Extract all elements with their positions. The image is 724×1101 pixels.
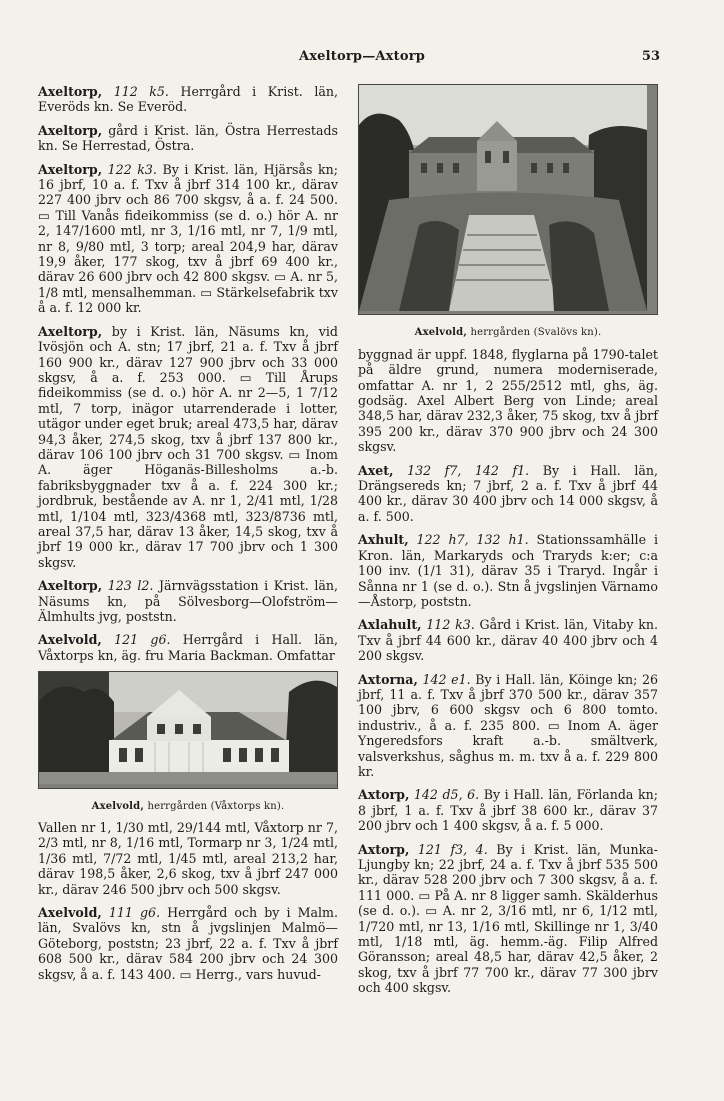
entry-text: Stationssamhälle i Kron. län, Markaryds och Traryds k:er; c:a 100 inv. (1/1 31), därav 35 i Traryd. Ingår i Sånna nr 1 (se d. o.). Stn å jvgslinjen Värnamo—Åstorp, poststn. — [358, 532, 658, 609]
map-reference: 112 k5. — [113, 84, 169, 99]
figure-caption — [358, 325, 658, 340]
entry-headword: Axeltorp, — [38, 122, 103, 138]
manor-svalov-photo — [359, 85, 647, 311]
entry-text: By i Krist. län, Hjärsås kn; 16 jbrf, 10 a. f. Txv å jbrf 314 100 kr., därav 227 400 jbrv och 86 700 skgsv, å a. f. 24 500. ▭ Till Vanås fideikommiss (se d. o.) hör A. nr 2, 147/1600 mtl, nr 3, 1/16 mtl, nr 7, 1/9 mtl, nr 8, 9/80 mtl, 3 torp; areal 204,9 har, därav 19,9 åker, 177 skog, txv å jbrf 69 400 kr., därav 26 600 jbrv och 42 800 skgsv. ▭ A. nr 5, 1/8 mtl, mensalhemman. ▭ Stärkelsefabrik txv å a. f. 12 000 kr. — [38, 161, 338, 316]
gazetteer-entry — [358, 672, 658, 780]
entry-text: By i Hall. län, Drängsereds kn; 7 jbrf, 2 a. f. Txv å jbrf 44 400 kr., därav 30 400 jbrv och 14 000 skgsv, å a. f. 500. — [358, 462, 658, 524]
entry-text: Herrgård i Hall. län, Våxtorps kn, äg. fru Maria Backman. Omfattar — [38, 632, 338, 663]
page-header — [0, 49, 724, 71]
entry-text: Herrgård och by i Malm. län, Svalövs kn, stn å jvgslinjen Malmö—Göteborg, poststn; 23 jbrf, 22 a. f. Txv å jbrf 608 500 kr., därav 584 200 jbrv och 24 300 skgsv, å a. f. 143 400. ▭ Herrg., vars huvud- — [38, 905, 338, 982]
gazetteer-entry — [38, 632, 338, 663]
entry-text: Herrgård i Krist. län, Everöds kn. Se Everöd. — [38, 84, 338, 115]
entry-headword: Axeltorp, — [38, 323, 103, 339]
map-reference: 122 k3. — [107, 161, 157, 177]
gazetteer-entry — [38, 578, 338, 624]
entry-headword: Axtorp, — [358, 787, 410, 803]
gazetteer-entry — [358, 787, 658, 833]
caption-name: Axelvold, — [91, 800, 145, 812]
entry-headword: Axhult, — [358, 532, 409, 548]
gazetteer-entry — [38, 905, 338, 982]
gazetteer-entry — [358, 463, 658, 525]
entry-text: By i Hall. län, Förlanda kn; 8 jbrf, 1 a. f. Txv å jbrf 38 600 kr., därav 37 200 jbrv och 1 400 skgsv, å a. f. 5 000. — [358, 787, 658, 834]
entry-headword: Axeltorp, — [38, 578, 103, 594]
entry-headword: Axelvold, — [38, 905, 102, 921]
left-column — [38, 84, 338, 990]
gazetteer-entry — [358, 617, 658, 663]
caption-name: Axelvold, — [414, 327, 468, 339]
entry-text: gård i Krist. län, Östra Herrestads kn. Se Herrestad, Östra. — [38, 122, 338, 154]
map-reference: 121 f3, 4. — [417, 841, 488, 857]
figure — [38, 671, 338, 814]
map-reference: 132 f7, 142 f1. — [407, 462, 530, 478]
entry-headword: Axlahult, — [358, 617, 422, 633]
gazetteer-entry — [358, 532, 658, 609]
map-reference: 123 l2. — [107, 578, 154, 594]
entry-headword: Axet, — [358, 462, 394, 478]
entry-text: By i Hall. län, Köinge kn; 26 jbrf, 11 a. f. Txv å jbrf 370 500 kr., därav 357 100 jbrv, 6 600 skgsv och 6 800 tomto. industriv., å a. f. 235 800. ▭ Inom A. äger Yngeredsfors kraft a.-b. smältverk, valsverkshus, såghus m. m. txv å a. f. 229 800 kr. — [358, 671, 658, 779]
gazetteer-entry — [38, 123, 338, 154]
gazetteer-entry — [38, 162, 338, 316]
entry-text: by i Krist. län, Näsums kn, vid Ivösjön och A. stn; 17 jbrf, 21 a. f. Txv å jbrf 160 900 kr., därav 127 900 jbrv och 33 000 skgsv, å a. f. 253 000. ▭ Till Årups fideikommiss (se d. o.) hör A. nr 2—5, 1 7/12 mtl, 7 torp, inägor utarrenderade i lotter, utägor under eget bruk; areal 473,5 har, därav 94,3 åker, 274,5 skog, txv å jbrf 137 800 kr., därav 106 100 jbrv och 31 700 skgsv. ▭ Inom A. äger Höganäs-Billesholms a.-b. fabriksbyggnader txv å a. f. 224 300 kr.; jordbruk, bestående av A. nr 1, 2/41 mtl, 1/28 mtl, 1/104 mtl, 323/4368 mtl, 323/8736 mtl, areal 37,5 har, därav 13 åker, 14,5 skog, txv å jbrf 19 000 kr., därav 17 700 jbrv och 1 300 skgsv. — [38, 323, 338, 570]
right-column — [358, 84, 658, 1004]
map-reference: 142 d5, 6. — [413, 787, 480, 803]
entry-text: Järnvägsstation i Krist. län, Näsums kn, på Sölvesborg—Olofström—Älmhults jvg, poststn. — [38, 578, 338, 624]
figure — [358, 84, 658, 341]
manor-vaxtorp-photo — [39, 672, 337, 784]
entry-headword: Axeltorp, — [38, 161, 103, 177]
entry-headword: Axtorp, — [358, 841, 410, 857]
entry-headword: Axelvold, — [38, 632, 102, 648]
entry-headword: Axtorna, — [358, 671, 418, 687]
map-reference: 121 g6. — [114, 632, 171, 648]
figure-caption — [38, 799, 338, 814]
photo-frame — [38, 671, 338, 788]
photo-frame — [358, 84, 658, 315]
map-reference: 142 e1. — [422, 671, 471, 687]
entry-continuation: Vallen nr 1, 1/30 mtl, 29/144 mtl, Våxtorp nr 7, 2/3 mtl, nr 8, 1/16 mtl, Tormarp nr 3, 1/24 mtl, 1/36 mtl, 7/72 mtl, 1/45 mtl, areal 213,2 har, därav 198,5 åker, 2,6 skog, txv å jbrf 247 000 kr., därav 246 500 jbrv och 500 skgsv. — [38, 820, 338, 897]
gazetteer-entry — [38, 324, 338, 571]
map-reference: 112 k3. — [426, 617, 475, 633]
caption-text: herrgården (Svalövs kn). — [467, 327, 602, 339]
map-reference: 111 g6. — [108, 905, 161, 921]
page-number: 53 — [641, 49, 660, 64]
entry-text: By i Krist. län, Munka-Ljungby kn; 22 jbrf, 24 a. f. Txv å jbrf 535 500 kr., därav 528 200 jbrv och 7 300 skgsv, å a. f. 111 000. ▭ På A. nr 8 ligger samh. Skälderhus (se d. o.). ▭ A. nr 2, 3/16 mtl, nr 6, 1/12 mtl, 1/720 mtl, nr 13, 1/16 mtl, Skillinge nr 1, 3/40 mtl, 1/18 mtl, äg. hemm.-äg. Filip Alfred Göransson; areal 48,5 har, därav 42,5 åker, 2 skog, txv å jbrf 77 700 kr., därav 77 300 jbrv och 400 skgsv. — [358, 841, 658, 996]
map-reference: 122 h7, 132 h1. — [416, 532, 529, 548]
gazetteer-entry — [38, 84, 338, 115]
running-title: Axeltorp—Axtorp — [298, 49, 426, 64]
entry-headword: Axeltorp, — [38, 84, 103, 99]
entry-continuation: byggnad är uppf. 1848, flyglarna på 1790-talet på äldre grund, numera moderniserade, omfattar A. nr 1, 2 255/2512 mtl, ghs, äg. godsäg. Axel Albert Berg von Linde; areal 348,5 har, därav 232,3 åker, 75 skog, txv å jbrf 395 200 kr., därav 370 900 jbrv och 24 300 skgsv. — [358, 346, 658, 455]
entry-text: Gård i Krist. län, Vitaby kn. Txv å jbrf 44 600 kr., därav 40 400 jbrv och 4 200 skgsv. — [358, 617, 658, 664]
gazetteer-entry — [358, 842, 658, 996]
caption-text: herrgården (Våxtorps kn). — [144, 800, 285, 812]
